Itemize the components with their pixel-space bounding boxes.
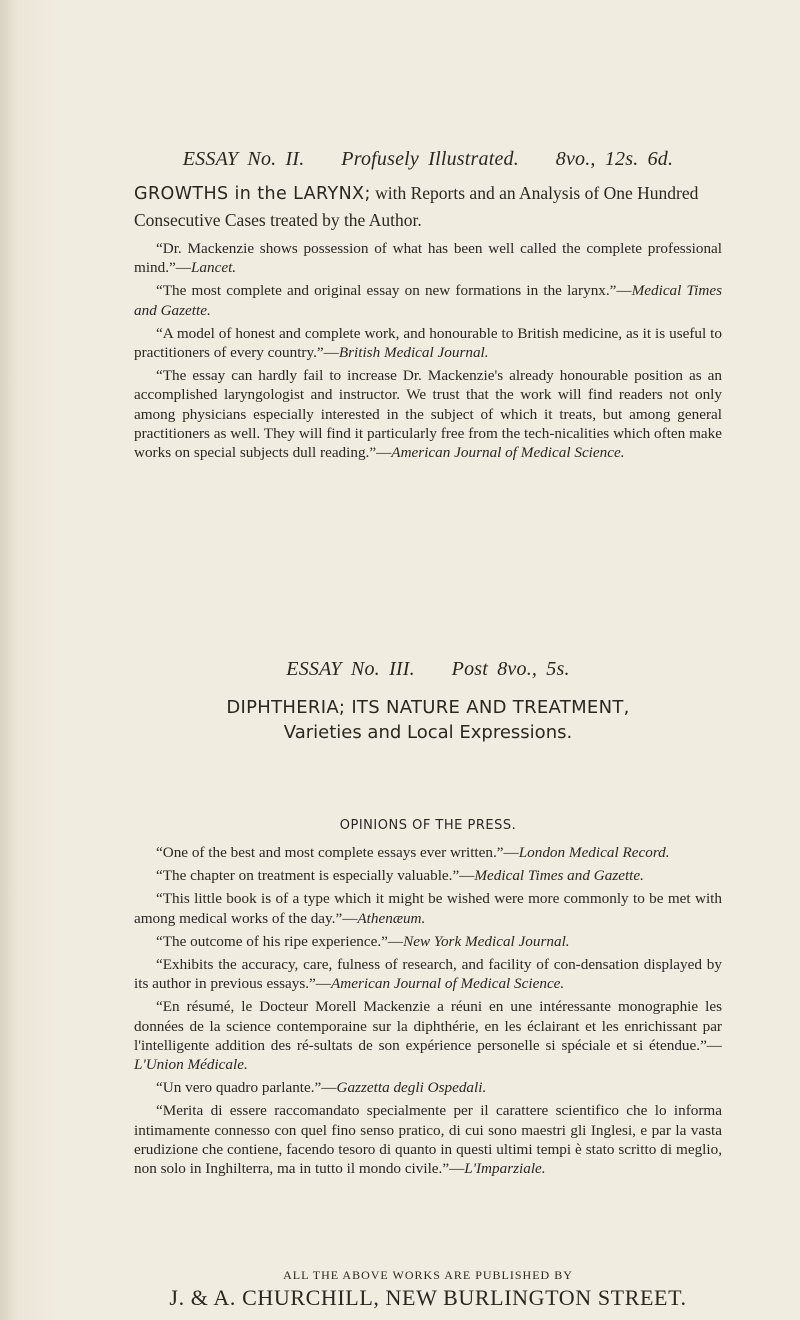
essay-3-subtitle: Varieties and Local Expressions. — [283, 722, 573, 743]
opinion-quote: “Exhibits the accuracy, care, fulness of research, and facility of con-densation displayed by its author in previous essays.”—American Journal of Medical Science. — [134, 956, 722, 993]
essay-2-header — [134, 148, 722, 171]
publisher-notice: ALL THE ABOVE WORKS ARE PUBLISHED BY — [283, 1268, 573, 1282]
review-quote: “The most complete and original essay on new formations in the larynx.”—Medical Times and Gazette. — [134, 282, 722, 319]
opinion-source: American Journal of Medical Science. — [331, 975, 565, 993]
review-source: American Journal of Medical Science. — [391, 444, 625, 462]
opinion-source: Athenæum. — [357, 909, 426, 927]
opinion-source: Gazzetta degli Ospedali. — [336, 1079, 487, 1097]
review-quote: “Dr. Mackenzie shows possession of what has been well called the complete professional mind.”—Lancet. — [134, 240, 722, 277]
opinion-quote: “This little book is of a type which it might be wished were more commonly to be met with among medical works of the day.”—Athenæum. — [134, 890, 722, 927]
review-quote: “The essay can hardly fail to increase Dr. Mackenzie's already honourable position as an accomplished laryngologist and instructor. We trust that the work will find readers not only among physicians especially interested in the subject of which it treats, but among general practitioners as well. They will find it particularly free from the tech-nicalities which often make works on special subjects dull reading.”—American Journal of Medical Science. — [134, 367, 722, 462]
essay-3-title: DIPHTHERIA; ITS NATURE AND TREATMENT, — [226, 697, 630, 718]
opinion-source: New York Medical Journal. — [403, 932, 570, 950]
opinion-quote: “The chapter on treatment is especially valuable.”—Medical Times and Gazette. — [156, 867, 644, 885]
review-source: British Medical Journal. — [338, 344, 489, 362]
opinion-quote: “One of the best and most complete essays ever written.”—London Medical Record. — [156, 844, 670, 861]
opinion-quote: “The outcome of his ripe experience.”—New York Medical Journal. — [156, 932, 570, 950]
essay-2-title: GROWTHS in the LARYNX; — [134, 184, 371, 204]
essay-2-note: Profusely Illustrated. — [341, 148, 519, 170]
opinion-source: L'Imparziale. — [464, 1160, 546, 1178]
essay-3-header — [134, 658, 722, 681]
opinion-quote: “En résumé, le Docteur Morell Mackenzie a réuni en une intéressante monographie les données de la science contemporaine sur la diphthérie, en les éclairant et les enrichissant par l'intelligente addition des ré-sultats de son expérience personelle si spéciale et si étendue.”—L'Union Médicale. — [134, 998, 722, 1074]
essay-3-price: Post 8vo., 5s. — [451, 658, 570, 680]
publisher-name: J. & A. CHURCHILL, NEW BURLINGTON STREET. — [169, 1285, 687, 1310]
essay-2-subtitle: with Reports and an Analysis of One Hundred Consecutive Cases treated by the Author. — [134, 183, 699, 230]
opinion-source: London Medical Record. — [518, 844, 670, 861]
opinion-quote: “Merita di essere raccomandato specialmente per il carattere scientifico che lo informa intimamente connesso con quel fino senso pratico, di cui sono maestri gli Inglesi, e par la vasta erudizione che contiene, facendo tesoro di quanto in questi ultimi tempi è stato scritto di meglio, non solo in Inghilterra, ma in tutto il mondo civile.”—L'Imparziale. — [134, 1102, 722, 1178]
review-source: Lancet. — [190, 259, 237, 277]
essay-2-price: 8vo., 12s. 6d. — [555, 148, 674, 170]
essay-2-section — [134, 148, 722, 462]
essay-2-label: ESSAY No. II. — [182, 148, 305, 170]
essay-2-title-line — [134, 180, 722, 233]
review-source: Medical Times and Gazette. — [134, 282, 722, 319]
opinion-source: L'Union Médicale. — [134, 1056, 248, 1074]
opinions-heading: OPINIONS OF THE PRESS. — [339, 818, 517, 833]
opinions-section — [134, 818, 722, 1178]
publisher-footer — [134, 1268, 722, 1311]
essay-3-label: ESSAY No. III. — [286, 658, 415, 680]
essay-3-section — [134, 658, 722, 743]
opinion-quote: “Un vero quadro parlante.”—Gazzetta degli Ospedali. — [156, 1079, 487, 1097]
opinion-source: Medical Times and Gazette. — [474, 867, 644, 885]
review-quote: “A model of honest and complete work, and honourable to British medicine, as it is useful to practitioners of every country.”—British Medical Journal. — [134, 324, 722, 362]
